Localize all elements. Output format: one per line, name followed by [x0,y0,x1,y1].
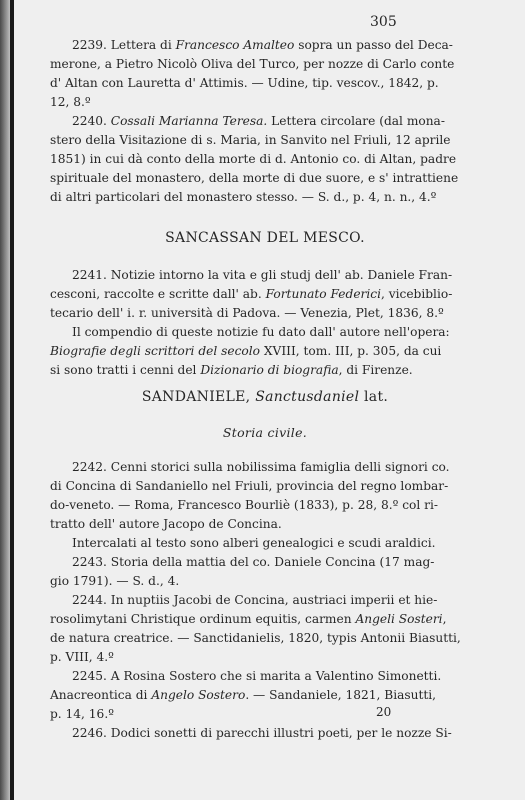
text-line: tecario dell' i. r. università di Padova. — Venezia, Plet, 1836, 8.º [50,306,444,320]
book-page [14,0,525,800]
text-line: 1851) in cui dà conto della morte di d. Antonio co. di Altan, padre [50,152,457,166]
entry-2239 [50,36,480,112]
text-line: 2242. Cenni storici sulla nobilissima famiglia delli signori co. [72,460,450,474]
text-line: rosolimytani Christique ordinum equitis, carmen Angeli Sosteri, [50,612,447,626]
heading-sancassan: SANCASSAN DEL MESCO. [165,230,365,246]
heading-sandaniele-text: SANDANIELE, [141,389,251,405]
page-number: 305 [370,14,397,30]
signature-mark: 20 [376,705,392,719]
text-line: di Concina di Sandaniello nel Friuli, provincia del regno lombar- [50,479,449,493]
text-line: 2246. Dodici sonetti di parecchi illustri poeti, per le nozze Si- [72,726,452,740]
heading-sandaniele [50,388,480,407]
heading-sandaniele-latin: Sanctusdaniel [255,389,360,405]
text-line: d' Altan con Lauretta d' Attimis. — Udine, tip. vescov., 1842, p. [50,76,439,90]
text-line: Biografie degli scrittori del secolo XVIII, tom. III, p. 305, da cui [50,344,442,358]
text-line: Anacreontica di Angelo Sostero. — Sandaniele, 1821, Biasutti, [50,688,437,702]
text-line: do-veneto. — Roma, Francesco Bourliè (1833), p. 28, 8.º col ri- [50,498,439,512]
text-line: 12, 8.º [50,95,91,109]
text-line: tratto dell' autore Jacopo de Concina. [50,517,282,531]
text-line: si sono tratti i cenni del Dizionario di biografia, di Firenze. [50,363,413,377]
text-line: de natura creatrice. — Sanctidanielis, 1820, typis Antonii Biasutti, [50,631,461,645]
subheading-storia-civile: Storia civile. [222,425,308,440]
text-line: 2245. A Rosina Sostero che si marita a Valentino Simonetti. [72,669,442,683]
text-line: di altri particolari del monastero stesso. — S. d., p. 4, n. n., 4.º [50,190,437,204]
text-line: 2241. Notizie intorno la vita e gli studj dell' ab. Daniele Fran- [72,268,453,282]
text-line: Il compendio di queste notizie fu dato dall' autore nell'opera: [72,325,450,339]
text-line: Intercalati al testo sono alberi genealogici e scudi araldici. [72,536,436,550]
text-line: 2240. Cossali Marianna Teresa. Lettera circolare (dal mona- [72,114,445,128]
text-line: 2239. Lettera di Francesco Amalteo sopra un passo del Deca- [72,38,453,52]
book-spine-shadow [0,0,10,800]
entry-2240 [50,112,480,207]
text-line: p. VIII, 4.º [50,650,114,664]
text-line: 2244. In nuptiis Jacobi de Concina, austriaci imperii et hie- [72,593,438,607]
entry-2241 [50,266,480,380]
heading-sandaniele-suffix: lat. [359,389,389,405]
entries-2242-2246 [50,458,480,743]
text-line: gio 1791). — S. d., 4. [50,574,180,588]
text-line: 2243. Storia della mattia del co. Daniele Concina (17 mag- [72,555,435,569]
text-line: cesconi, raccolte e scritte dall' ab. Fortunato Federici, vicebiblio- [50,287,453,301]
text-line: spirituale del monastero, della morte di due suore, e s' intrattiene [50,171,459,185]
text-line: merone, a Pietro Nicolò Oliva del Turco, per nozze di Carlo conte [50,57,455,71]
text-line: stero della Visitazione di s. Maria, in Sanvito nel Friuli, 12 aprile [50,133,451,147]
text-line: p. 14, 16.º [50,707,114,721]
